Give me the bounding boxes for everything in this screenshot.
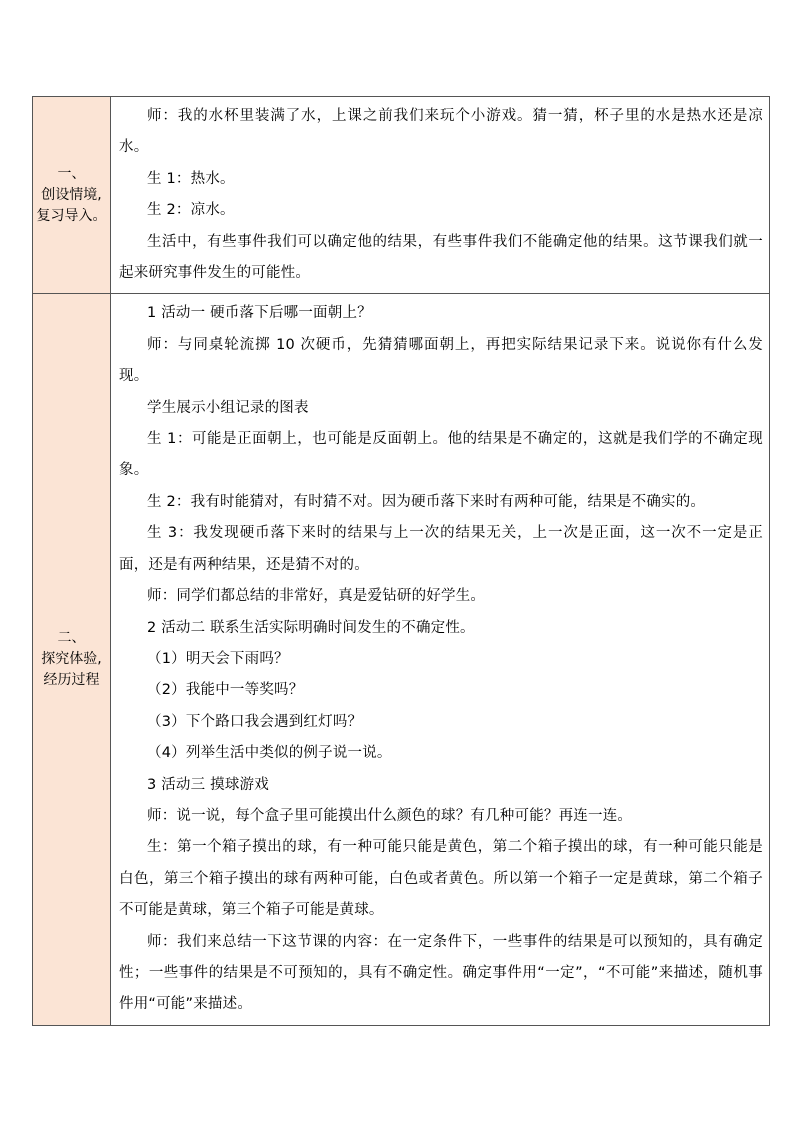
paragraph: 生活中，有些事件我们可以确定他的结果，有些事件我们不能确定他的结果。这节课我们就一起来研究事件发生的可能性。 (119, 233, 763, 282)
section-label-explore (33, 294, 111, 1025)
paragraph: 生 1：热水。 (147, 170, 235, 187)
paragraph: 学生展示小组记录的图表 (147, 399, 309, 416)
section-content-intro (111, 97, 770, 294)
paragraph: 生 1：可能是正面朝上，也可能是反面朝上。他的结果是不确定的，这就是我们学的不确定现象。 (119, 431, 763, 479)
label-line: 经历过程 (43, 672, 100, 689)
paragraph: 生 2：我有时能猜对，有时猜不对。因为硬币落下来时有两种可能，结果是不确实的。 (147, 493, 706, 510)
paragraph: 1 活动一 硬币落下后哪一面朝上？ (147, 305, 372, 322)
paragraph: （3）下个路口我会遇到红灯吗？ (147, 713, 363, 730)
paragraph: 师：说一说，每个盒子里可能摸出什么颜色的球？有几种可能？再连一连。 (147, 807, 633, 824)
label-line: 一、 (57, 165, 86, 182)
section-label-intro (33, 97, 111, 294)
label-line: 探究体验, (41, 651, 102, 668)
section-row-intro (33, 97, 770, 294)
label-line: 创设情境, (41, 186, 102, 203)
paragraph: 师：与同桌轮流掷 10 次硬币，先猜猜哪面朝上，再把实际结果记录下来。说说你有什么发现。 (119, 336, 763, 385)
label-line: 二、 (57, 630, 86, 647)
paragraph: （1）明天会下雨吗？ (147, 650, 289, 667)
paragraph: 师：我们来总结一下这节课的内容：在一定条件下，一些事件的结果是可以预知的，具有确定性；一些事件的结果是不可预知的，具有不确定性。确定事件用“一定”，“不可能”来描述，随机事件用“可能”来描述。 (119, 933, 763, 1013)
paragraph: （4）列举生活中类似的例子说一说。 (147, 745, 392, 762)
section-content-explore (111, 294, 770, 1025)
section-row-explore (33, 294, 770, 1025)
paragraph: 师：同学们都总结的非常好，真是爱钻研的好学生。 (147, 588, 486, 605)
label-line: 复习导入。 (36, 207, 107, 224)
paragraph: 生 3：我发现硬币落下来时的结果与上一次的结果无关，上一次是正面，这一次不一定是正面，还是有两种结果，还是猜不对的。 (119, 525, 763, 573)
paragraph: 师：我的水杯里装满了水，上课之前我们来玩个小游戏。猜一猜，杯子里的水是热水还是凉水。 (119, 108, 763, 156)
lesson-table (32, 96, 770, 1026)
paragraph: 3 活动三 摸球游戏 (147, 776, 269, 793)
paragraph: 生 2：凉水。 (147, 202, 235, 219)
paragraph: 2 活动二 联系生活实际明确时间发生的不确定性。 (147, 619, 475, 636)
paragraph: （2）我能中一等奖吗？ (147, 682, 304, 699)
paragraph: 生：第一个箱子摸出的球，有一种可能只能是黄色，第二个箱子摸出的球，有一种可能只能是白色，第三个箱子摸出的球有两种可能，白色或者黄色。所以第一个箱子一定是黄球，第二个箱子不可能是黄球，第三个箱子可能是黄球。 (119, 839, 763, 919)
